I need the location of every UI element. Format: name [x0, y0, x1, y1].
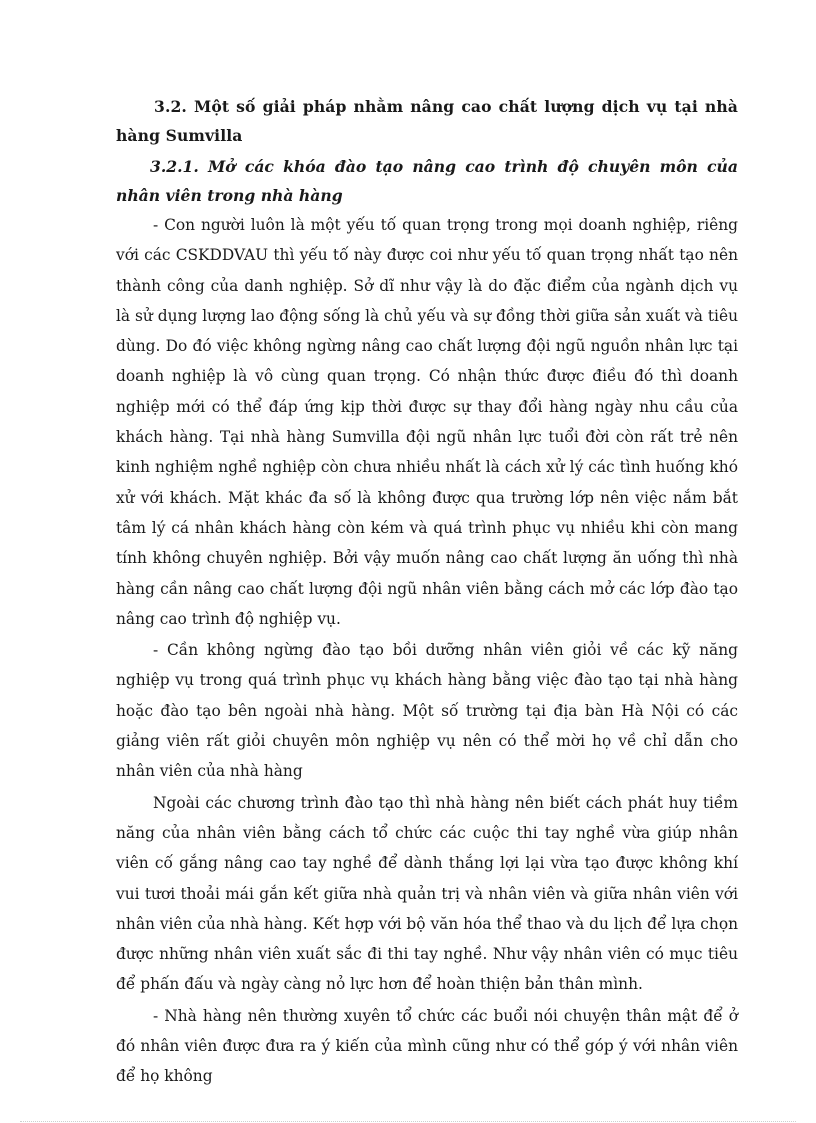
subsection-heading: 3.2.1. Mở các khóa đào tạo nâng cao trình độ chuyên môn của nhân viên trong nhà hàng	[116, 157, 738, 205]
body-paragraph: Ngoài các chương trình đào tạo thì nhà hàng nên biết cách phát huy tiềm năng của nhân viên bằng cách tổ chức các cuộc thi tay nghề vừa giúp nhân viên cố gắng nâng cao tay nghề để dành thắng lợi lại vừa tạo được không khí vui tươi thoải mái gắn kết giữa nhà quản trị và nhân viên và giữa nhân viên với nhân viên của nhà hàng. Kết hợp với bộ văn hóa thể thao và du lịch để lựa chọn được những nhân viên xuất sắc đi thi tay nghề. Như vậy nhân viên có mục tiêu để phấn đấu và ngày càng nỏ lực hơn để hoàn thiện bản thân mình.	[116, 793, 738, 994]
section-heading: 3.2. Một số giải pháp nhằm nâng cao chất lượng dịch vụ tại nhà hàng Sumvilla	[116, 97, 738, 145]
body-paragraph: - Nhà hàng nên thường xuyên tổ chức các buổi nói chuyện thân mật để ở đó nhân viên được đưa ra ý kiến của mình cũng như có thể góp ý với nhân viên để họ không	[116, 1006, 738, 1086]
body-paragraph: - Con người luôn là một yếu tố quan trọng trong mọi doanh nghiệp, riêng với các CSKDDVAU thì yếu tố này được coi như yếu tố quan trọng nhất tạo nên thành công của danh nghiệp. Sở dĩ như vậy là do đặc điểm của ngành dịch vụ là sử dụng lượng lao động sống là chủ yếu và sự đồng thời giữa sản xuất và tiêu dùng. Do đó việc không ngừng nâng cao chất lượng đội ngũ nguồn nhân lực tại doanh nghiệp là vô cùng quan trọng. Có nhận thức được điều đó thì doanh nghiệp mới có thể đáp ứng kịp thời được sự thay đổi hàng ngày nhu cầu của khách hàng. Tại nhà hàng Sumvilla đội ngũ nhân lực tuổi đời còn rất trẻ nên kinh nghiệm nghề nghiệp còn chưa nhiều nhất là cách xử lý các tình huống khó xử với khách. Mặt khác đa số là không được qua trường lớp nên việc nắm bắt tâm lý cá nhân khách hàng còn kém và quá trình phục vụ nhiều khi còn mang tính không chuyên nghiệp. Bởi vậy muốn nâng cao chất lượng ăn uống thì nhà hàng cần nâng cao chất lượng đội ngũ nhân viên bằng cách mở các lớp đào tạo nâng cao trình độ nghiệp vụ.	[116, 216, 738, 628]
document-page	[116, 92, 738, 1092]
body-paragraph: - Cần không ngừng đào tạo bồi dưỡng nhân viên giỏi về các kỹ năng nghiệp vụ trong quá trình phục vụ khách hàng bằng việc đào tạo tại nhà hàng hoặc đào tạo bên ngoài nhà hàng. Một số trường tại địa bàn Hà Nội có các giảng viên rất giỏi chuyên môn nghiệp vụ nên có thể mời họ về chỉ dẫn cho nhân viên của nhà hàng	[116, 641, 738, 781]
page-bottom-divider	[20, 1121, 796, 1122]
